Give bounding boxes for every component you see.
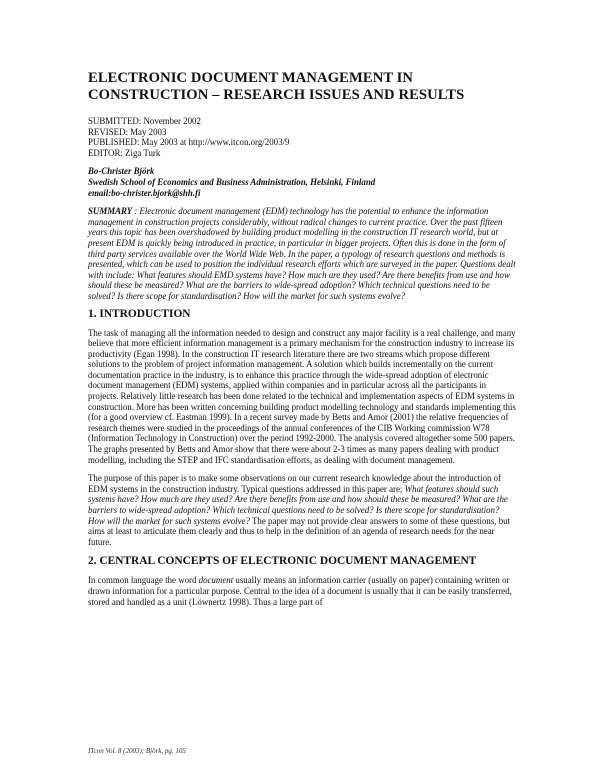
concepts-paragraph-1 bbox=[88, 575, 518, 607]
section-heading-central-concepts: 2. CENTRAL CONCEPTS OF ELECTRONIC DOCUMENT MANAGEMENT bbox=[88, 555, 477, 568]
intro-paragraph-2 bbox=[88, 473, 518, 547]
concepts-p1-text-c: usually means an information carrier (usually on paper) containing written or drawn information for a particular purpose. Central to the idea of a document is usually that it can be easily transferred, stored and handled as a unit (Löwnertz 1998). Thus a large part of bbox=[88, 575, 512, 607]
published-info: PUBLISHED: May 2003 at http://www.itcon.org/2003/9 bbox=[88, 137, 290, 148]
intro-p2-text-c: The paper may not provide clear answers to some of these questions, but aims at least to articulate them clearly and thus to help in the definition of an agenda of research needs for the near future. bbox=[88, 515, 511, 547]
summary-abstract bbox=[88, 206, 518, 301]
editor-info: EDITOR: Ziga Turk bbox=[88, 147, 161, 158]
intro-p2-text-a: The purpose of this paper is to make some observations on our current research knowledge about the introduction of EDM systems in the construction industry. Typical questions addressed in this paper are; bbox=[88, 473, 502, 494]
intro-p2-questions: What features should such systems have? How much are they used? Are there benefits from use and how should these be measured? What are the barriers to wide-spread adoption? Which technical questions need to be solved? Is there scope for standardisation? How will the market for such systems evolve? bbox=[88, 483, 508, 526]
concepts-p1-text-a: In common language the word bbox=[88, 575, 199, 586]
author-block bbox=[88, 166, 518, 198]
summary-text: : Electronic document management (EDM) technology has the potential to enhance the information management in construction projects considerably, without radical changes to current practice. Over the past fifteen years this topic has been overshadowed by building product modelling in the construction IT research world, but at present EDM is quickly being introduced in practice, in particular in bigger projects. Often this is done in the form of third party services available over the World Wide Web. In the paper, a typology of research questions and methods is presented, which can be used to position the individual research efforts which are surveyed in the paper. Questions dealt with include: What features should EMD systems have? How much are they used? Are there benefits from use and how should these be measured? What are the barriers to wide-spread adoption? Which technical questions need to be solved? Is there scope for standardisation? How will the market for such systems evolve? bbox=[88, 206, 516, 301]
submitted-date: SUBMITTED: November 2002 bbox=[88, 116, 201, 126]
concepts-p1-term: document bbox=[198, 575, 234, 586]
intro-paragraph-1: The task of managing all the information needed to design and construct any major facility is a real challenge, and many believe that more efficient information management is a primary mechanism for the construction industry to increase its productivity (Egan 1998). In the construction IT research literature there are two streams which propose different solutions to the problem of project information management. A solution which builds incrementally on the current documentation practice in the industry, is to enhance this practice through the wide-spread adoption of electronic document management (EDM) systems, applied within companies and in particular across all the participants in projects. Relatively little research has been done related to the technical and implementation aspects of EDM systems in construction. More has been written concerning building product modelling technology and standards implementing this (for a good overview cf. Eastman 1999). In a recent survey made by Betts and Amor (2001) the relative frequencies of research themes were studied in the proceedings of the annual conferences of the CIB Working commission W78 (Information Technology in Construction) over the period 1992-2000. The analysis covered altogether some 500 papers. The graphs presented by Betts and Amor show that there were about 2-3 times as many papers dealing with product modelling, including the STEP and IFC standardisation efforts, as dealing with document management. bbox=[88, 327, 516, 465]
author-email: email:bo-christer.bjork@shh.fi bbox=[88, 187, 201, 198]
author-affiliation: Swedish School of Economics and Business Administration, Helsinki, Finland bbox=[88, 176, 376, 187]
summary-label: SUMMARY bbox=[88, 206, 133, 217]
publication-meta bbox=[88, 116, 518, 158]
paper-title: ELECTRONIC DOCUMENT MANAGEMENT IN CONSTRUCTION – RESEARCH ISSUES AND RESULTS bbox=[88, 70, 465, 103]
section-heading-introduction: 1. INTRODUCTION bbox=[88, 307, 191, 320]
revised-date: REVISED: May 2003 bbox=[88, 126, 167, 137]
page-content bbox=[88, 70, 518, 615]
page-footer: ITcon Vol. 8 (2003); Björk, pg. 105 bbox=[88, 747, 186, 755]
author-name: Bo-Christer Björk bbox=[88, 166, 155, 177]
